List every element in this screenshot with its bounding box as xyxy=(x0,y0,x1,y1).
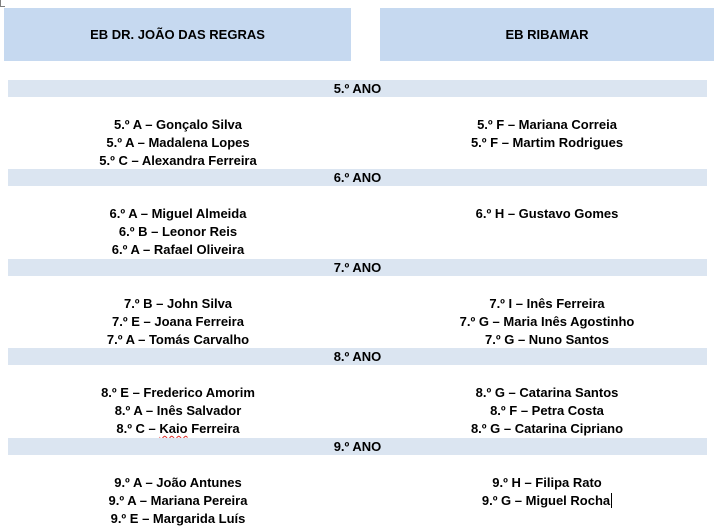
year-label: 9.º ANO xyxy=(333,439,382,454)
student-entry: 6.º A – Miguel Almeida xyxy=(109,206,247,221)
year-bar-6 xyxy=(8,169,707,186)
student-list-left-6 xyxy=(0,205,356,259)
student-entry-text: 9.º G – Miguel Rocha xyxy=(481,493,611,508)
student-entry: 7.º E – Joana Ferreira xyxy=(112,314,244,329)
student-list-right-7 xyxy=(376,295,718,349)
school-header-right xyxy=(380,8,714,61)
year-bar-7 xyxy=(8,259,707,276)
student-entry: 9.º A – João Antunes xyxy=(114,475,242,490)
student-entry: 7.º I – Inês Ferreira xyxy=(489,296,605,311)
student-list-right-9 xyxy=(376,474,718,510)
student-entry: 6.º B – Leonor Reis xyxy=(118,224,238,239)
school-name-right: EB RIBAMAR xyxy=(505,27,589,42)
student-entry[interactable] xyxy=(376,492,718,510)
spellcheck-squiggle-word: Kaio xyxy=(159,421,188,436)
student-entry: 7.º G – Maria Inês Agostinho xyxy=(459,314,635,329)
student-entry: 5.º C – Alexandra Ferreira xyxy=(99,153,257,168)
year-label: 6.º ANO xyxy=(333,170,382,185)
year-label: 8.º ANO xyxy=(333,349,382,364)
year-bar-5 xyxy=(8,80,707,97)
document-corner-mark xyxy=(0,0,5,7)
year-label: 7.º ANO xyxy=(333,260,382,275)
student-entry: 7.º B – John Silva xyxy=(123,296,233,311)
text-cursor xyxy=(611,493,612,508)
student-entry: 9.º E – Margarida Luís xyxy=(110,511,246,526)
student-entry: 9.º A – Mariana Pereira xyxy=(108,493,248,508)
student-entry: 8.º A – Inês Salvador xyxy=(114,403,242,418)
student-entry: 5.º F – Martim Rodrigues xyxy=(470,135,624,150)
student-entry: 6.º A – Rafael Oliveira xyxy=(111,242,245,257)
spellcheck-flagged-word: 8.º C – Kaio Ferreira xyxy=(116,421,240,436)
student-entry: 7.º G – Nuno Santos xyxy=(485,332,609,347)
student-entry: 9.º H – Filipa Rato xyxy=(492,475,602,490)
student-entry: 5.º A – Gonçalo Silva xyxy=(113,117,243,132)
student-list-left-5 xyxy=(0,116,356,170)
student-entry: 8.º F – Petra Costa xyxy=(490,403,604,418)
year-label: 5.º ANO xyxy=(333,81,382,96)
student-entry: 5.º F – Mariana Correia xyxy=(477,117,617,132)
student-list-left-7 xyxy=(0,295,356,349)
year-bar-8 xyxy=(8,348,707,365)
student-entry: 8.º E – Frederico Amorim xyxy=(101,385,255,400)
student-entry: 6.º H – Gustavo Gomes xyxy=(475,206,619,221)
student-entry: 7.º A – Tomás Carvalho xyxy=(106,332,250,347)
school-name-left: EB DR. JOÃO DAS REGRAS xyxy=(90,27,265,42)
student-entry xyxy=(0,420,356,438)
student-list-left-9 xyxy=(0,474,356,528)
student-list-right-5 xyxy=(376,116,718,152)
student-list-right-8 xyxy=(376,384,718,438)
year-bar-9 xyxy=(8,438,707,455)
school-header-left xyxy=(4,8,351,61)
student-entry: 5.º A – Madalena Lopes xyxy=(106,135,250,150)
student-entry: 8.º G – Catarina Santos xyxy=(475,385,619,400)
student-entry: 8.º G – Catarina Cipriano xyxy=(470,421,624,436)
student-list-right-6 xyxy=(376,205,718,223)
student-list-left-8 xyxy=(0,384,356,438)
